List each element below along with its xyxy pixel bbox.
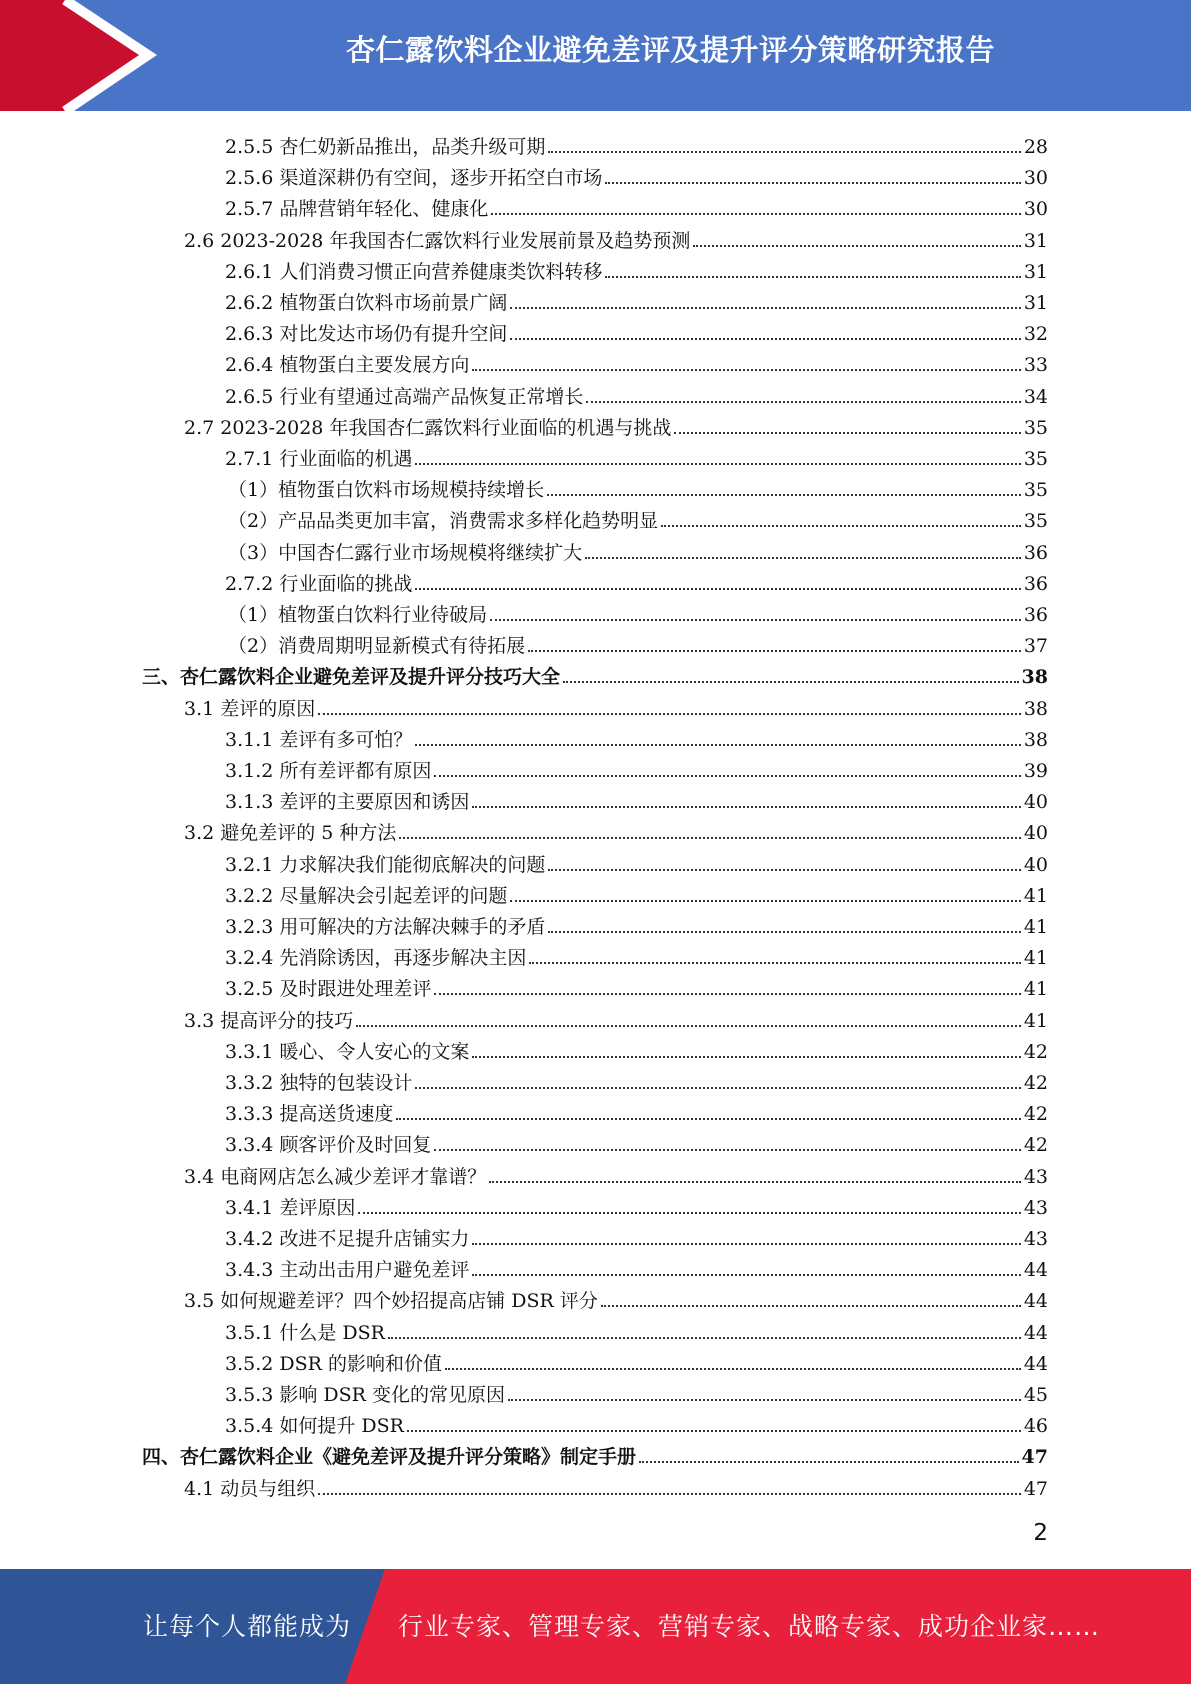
toc-entry-title: （1）植物蛋白饮料市场规模持续增长 [228,479,545,502]
toc-entry-page: 38 [1023,728,1048,751]
toc-dot-leader [388,1337,1021,1339]
toc-entry-title: 3.5.1 什么是 DSR [225,1321,385,1344]
toc-entry[interactable] [142,657,1048,688]
toc-dot-leader [548,151,1020,153]
toc-dot-leader [415,744,1020,746]
toc-entry-page: 38 [1021,666,1048,689]
toc-dot-leader [529,962,1020,964]
toc-dot-leader [510,900,1020,902]
toc-entry-title: 3.3.3 提高送货速度 [225,1103,394,1126]
toc-dot-leader [415,588,1020,590]
toc-entry-title: 3.1.1 差评有多可怕？ [225,728,413,751]
toc-entry-title: 3.3.4 顾客评价及时回复 [225,1134,432,1157]
toc-entry[interactable] [225,345,1048,376]
toc-entry[interactable] [228,595,1048,626]
toc-dot-leader [434,775,1020,777]
toc-entry[interactable] [225,1344,1048,1375]
toc-entry-title: （2）产品品类更加丰富，消费需求多样化趋势明显 [228,510,659,533]
toc-entry-page: 31 [1023,292,1048,314]
toc-entry[interactable] [184,1469,1048,1500]
toc-entry-title: 3.1.3 差评的主要原因和诱因 [225,791,470,814]
toc-entry-page: 46 [1023,1415,1048,1438]
toc-entry[interactable] [184,1001,1048,1032]
toc-entry[interactable] [184,813,1048,844]
toc-entry-page: 44 [1023,1259,1048,1282]
toc-entry-title: 2.6.5 行业有望通过高端产品恢复正常增长 [225,385,584,408]
footer-slogan-left: 让每个人都能成为 [143,1612,352,1641]
toc-dot-leader [434,1149,1020,1151]
toc-entry-title: （2）消费周期明显新模式有待拓展 [228,635,526,658]
footer-slogan-right: 行业专家、管理专家、营销专家、战略专家、成功企业家…… [398,1612,1101,1641]
toc-entry-title: 3.4.3 主动出击用户避免差评 [225,1259,470,1282]
toc-entry[interactable] [184,221,1048,252]
toc-entry[interactable] [184,1281,1048,1312]
toc-entry-title: 4.1 动员与组织 [184,1477,316,1500]
toc-dot-leader [358,1212,1020,1214]
toc-entry-page: 32 [1023,323,1048,346]
toc-dot-leader [472,1056,1020,1058]
toc-entry-title: （3）中国杏仁露行业市场规模将继续扩大 [228,541,583,564]
toc-entry-page: 36 [1023,572,1048,595]
page-header [0,0,1191,111]
toc-entry-title: 四、杏仁露饮料企业《避免差评及提升评分策略》制定手册 [142,1446,637,1469]
toc-entry[interactable] [228,626,1048,657]
toc-entry-page: 43 [1023,1165,1048,1188]
toc-entry-title: （1）植物蛋白饮料行业待破局 [228,604,488,626]
toc-entry-title: 3.3.1 暖心、令人安心的文案 [225,1040,470,1063]
toc-entry[interactable] [228,501,1048,532]
toc-entry-page: 37 [1023,635,1048,658]
toc-entry[interactable] [225,845,1048,876]
toc-entry[interactable] [225,907,1048,938]
toc-entry[interactable] [225,1094,1048,1125]
toc-entry-page: 47 [1023,1477,1048,1500]
toc-entry-page: 42 [1023,1040,1048,1063]
toc-entry-page: 28 [1023,136,1048,158]
toc-entry[interactable] [225,189,1048,220]
toc-entry-page: 47 [1021,1446,1048,1469]
toc-entry[interactable] [228,533,1048,564]
toc-entry-page: 34 [1023,385,1048,408]
toc-entry[interactable] [225,377,1048,408]
toc-dot-leader [472,369,1020,371]
toc-entry-title: 3.2.1 力求解决我们能彻底解决的问题 [225,853,546,876]
toc-entry-page: 44 [1023,1352,1048,1375]
toc-dot-leader [445,1368,1021,1370]
toc-entry[interactable] [184,689,1048,720]
toc-entry-title: 3.4 电商网店怎么减少差评才靠谱？ [184,1165,487,1188]
toc-entry-title: 3.1.2 所有差评都有原因 [225,760,432,782]
report-title: 杏仁露饮料企业避免差评及提升评分策略研究报告 [345,33,995,67]
toc-dot-leader [396,1118,1020,1120]
toc-entry-page: 35 [1023,479,1048,502]
toc-dot-leader [548,931,1020,933]
toc-dot-leader [548,869,1020,871]
toc-entry-title: 3.2.5 及时跟进处理差评 [225,978,432,1001]
toc-dot-leader [434,993,1020,995]
toc-entry[interactable] [225,1032,1048,1063]
toc-entry-title: 2.6 2023-2028 年我国杏仁露饮料行业发展前景及趋势预测 [184,229,691,252]
toc-entry[interactable] [225,1125,1048,1156]
toc-entry[interactable] [225,564,1048,595]
toc-dot-leader [510,338,1020,340]
toc-entry-title: 2.6.3 对比发达市场仍有提升空间 [225,323,508,346]
toc-entry-page: 41 [1023,947,1048,970]
toc-entry-title: 2.5.5 杏仁奶新品推出，品类升级可期 [225,136,546,158]
toc-entry[interactable] [225,439,1048,470]
toc-entry-title: 3.2.4 先消除诱因，再逐步解决主因 [225,947,527,970]
toc-entry-title: 2.7.1 行业面临的机遇 [225,448,413,470]
toc-dot-leader [356,1025,1021,1027]
toc-dot-leader [415,463,1020,465]
toc-entry-title: 3.5.3 影响 DSR 变化的常见原因 [225,1384,506,1406]
toc-dot-leader [547,494,1021,496]
toc-entry-page: 35 [1023,510,1048,533]
toc-entry-page: 41 [1023,916,1048,938]
toc-entry-page: 45 [1023,1384,1048,1406]
toc-entry[interactable] [228,470,1048,501]
toc-dot-leader [563,681,1019,683]
toc-entry-page: 43 [1023,1196,1048,1219]
page-number: 2 [1033,1520,1048,1546]
toc-entry-title: 2.7.2 行业面临的挑战 [225,572,413,595]
toc-entry-page: 42 [1023,1072,1048,1094]
toc-entry[interactable] [225,1219,1048,1250]
toc-entry[interactable] [184,408,1048,439]
toc-entry-title: 2.7 2023-2028 年我国杏仁露饮料行业面临的机遇与挑战 [184,416,672,439]
toc-dot-leader [472,1243,1020,1245]
toc-entry-title: 3.4.2 改进不足提升店铺实力 [225,1228,470,1250]
toc-dot-leader [472,1274,1020,1276]
toc-entry-page: 41 [1023,1009,1048,1032]
toc-entry[interactable] [225,1188,1048,1219]
toc-dot-leader [693,245,1020,247]
toc-entry-page: 41 [1023,978,1048,1001]
toc-entry-title: 3.2.2 尽量解决会引起差评的问题 [225,884,508,907]
toc-entry-title: 2.5.6 渠道深耕仍有空间，逐步开拓空白市场 [225,167,603,190]
toc-entry-title: 3.5.4 如何提升 DSR [225,1415,404,1438]
toc-dot-leader [490,619,1021,621]
toc-entry[interactable] [225,158,1048,189]
toc-entry-title: 2.5.7 品牌营销年轻化、健康化 [225,198,489,221]
toc-dot-leader [415,1087,1020,1089]
toc-entry[interactable] [225,969,1048,1000]
toc-entry[interactable] [225,938,1048,969]
toc-dot-leader [491,213,1020,215]
toc-entry-page: 42 [1023,1134,1048,1157]
toc-entry-page: 35 [1023,448,1048,470]
toc-entry[interactable] [225,1063,1048,1094]
toc-entry[interactable] [225,1250,1048,1281]
toc-entry-title: 2.6.4 植物蛋白主要发展方向 [225,354,470,377]
toc-dot-leader [472,806,1020,808]
toc-dot-leader [674,432,1020,434]
toc-entry-page: 39 [1023,760,1048,782]
toc-entry-title: 3.3.2 独特的包装设计 [225,1072,413,1094]
toc-entry[interactable] [225,314,1048,345]
toc-entry[interactable] [225,127,1048,158]
toc-dot-leader [601,1305,1021,1307]
toc-entry[interactable] [225,1375,1048,1406]
toc-entry-title: 3.4.1 差评原因 [225,1196,356,1219]
toc-dot-leader [318,713,1021,715]
toc-entry-title: 3.3 提高评分的技巧 [184,1009,354,1032]
toc-entry-page: 38 [1023,697,1048,720]
toc-entry-page: 35 [1023,416,1048,439]
toc-entry-title: 3.5 如何规避差评？四个妙招提高店铺 DSR 评分 [184,1290,598,1313]
toc-entry[interactable] [225,283,1048,314]
toc-dot-leader [605,276,1020,278]
toc-entry-title: 三、杏仁露饮料企业避免差评及提升评分技巧大全 [142,666,561,689]
toc-dot-leader [585,557,1021,559]
toc-dot-leader [318,1493,1021,1495]
toc-dot-leader [586,401,1020,403]
toc-entry-page: 30 [1023,198,1048,221]
page-footer [0,1569,1191,1684]
toc-dot-leader [661,525,1021,527]
toc-entry-title: 2.6.1 人们消费习惯正向营养健康类饮料转移 [225,260,603,283]
toc-entry-page: 30 [1023,167,1048,190]
toc-entry-page: 40 [1023,791,1048,814]
toc-dot-leader [605,182,1020,184]
toc-entry-page: 43 [1023,1228,1048,1250]
toc-entry-page: 31 [1023,229,1048,252]
toc-entry-page: 41 [1023,884,1048,907]
toc-entry[interactable] [225,876,1048,907]
toc-entry-page: 36 [1023,541,1048,564]
toc-entry-page: 33 [1023,354,1048,377]
toc-dot-leader [407,1430,1021,1432]
toc-entry-page: 42 [1023,1103,1048,1126]
toc-entry-page: 31 [1023,260,1048,283]
toc-entry-title: 3.5.2 DSR 的影响和价值 [225,1352,442,1375]
toc-entry[interactable] [225,1313,1048,1344]
toc-dot-leader [399,837,1020,839]
toc-dot-leader [528,650,1021,652]
toc-dot-leader [508,1399,1021,1401]
toc-dot-leader [510,307,1020,309]
toc-entry[interactable] [142,1437,1048,1468]
toc-entry-page: 40 [1023,822,1048,845]
toc-entry-title: 2.6.2 植物蛋白饮料市场前景广阔 [225,292,508,314]
toc-entry[interactable] [225,1406,1048,1437]
toc-entry-page: 40 [1023,853,1048,876]
toc-dot-leader [489,1181,1021,1183]
toc-dot-leader [639,1461,1019,1463]
toc-entry-page: 44 [1023,1321,1048,1344]
toc-entry-page: 44 [1023,1290,1048,1313]
toc-entry-title: 3.2.3 用可解决的方法解决棘手的矛盾 [225,916,546,938]
toc-entry[interactable] [225,751,1048,782]
toc-entry[interactable] [225,782,1048,813]
toc-entry-title: 3.2 避免差评的 5 种方法 [184,822,397,845]
toc-entry[interactable] [225,252,1048,283]
toc-entry-title: 3.1 差评的原因 [184,697,316,720]
toc-entry[interactable] [225,720,1048,751]
toc-entry[interactable] [184,1157,1048,1188]
toc-entry-page: 36 [1023,604,1048,626]
